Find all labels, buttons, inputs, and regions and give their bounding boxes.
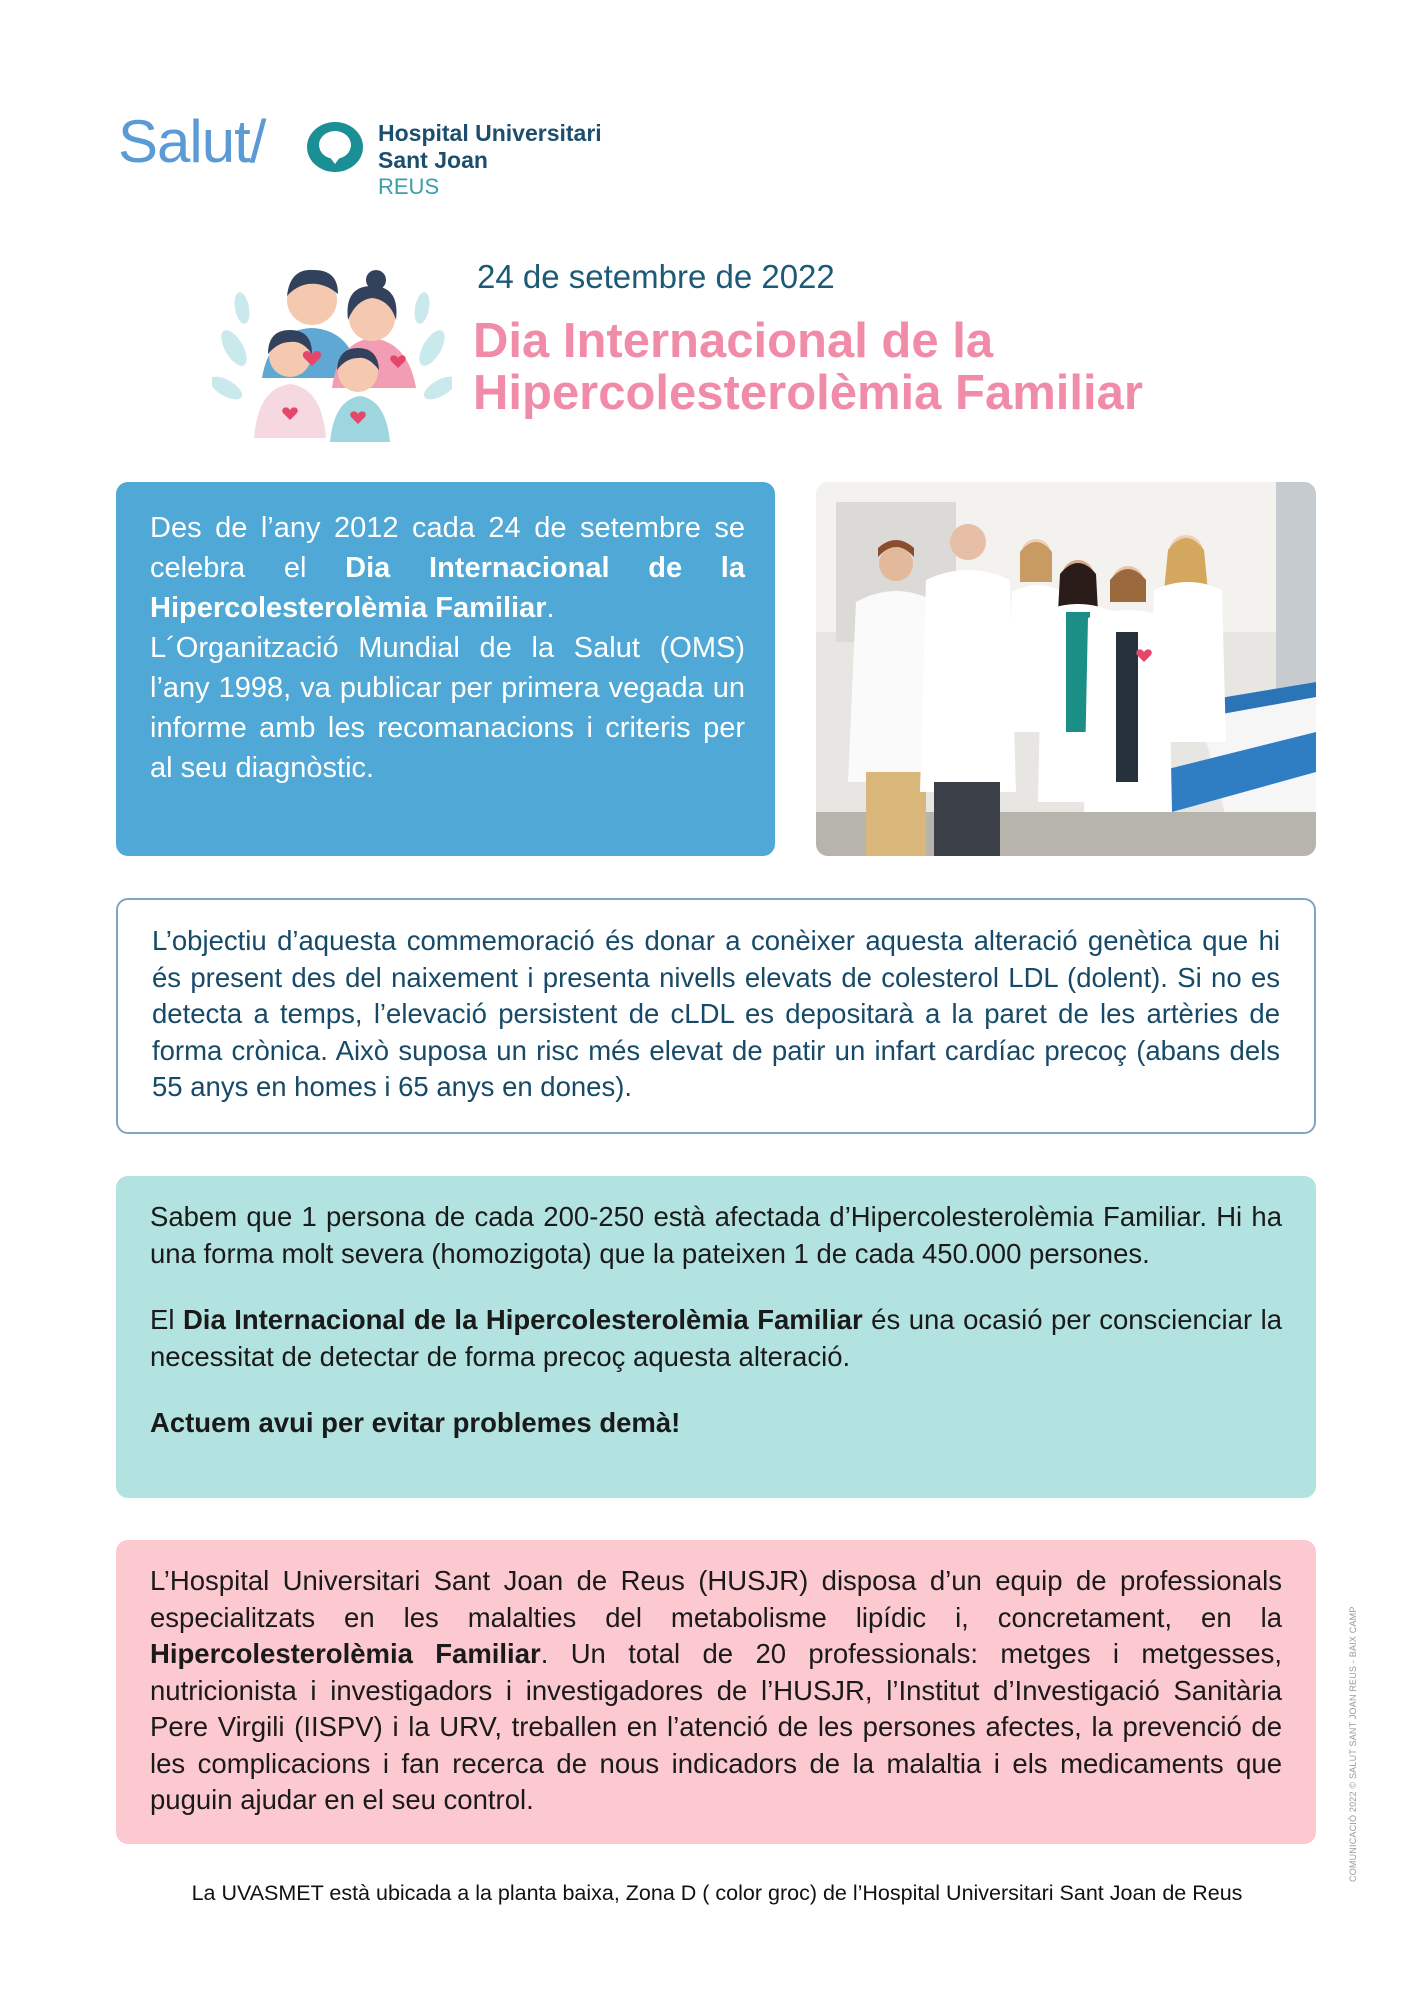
facts-p2-start: El [150,1304,183,1335]
intro-bold: Dia Internacional de la Hipercolesterolèmia Familiar [150,552,745,624]
team-paragraph [150,1563,1282,1819]
copyright-credit: COMUNICACIÓ 2022 © SALUT SANT JOAN REUS - BAIX CAMP [1348,1606,1358,1882]
team-box [116,1540,1316,1844]
hospital-name-line1: Hospital Universitari [378,120,602,146]
team-photo [816,482,1316,856]
hospital-name-line2: Sant Joan [378,147,488,173]
hospital-logo-icon [303,118,367,176]
facts-p2-bold: Dia Internacional de la Hipercolesterolèmia Familiar [182,1304,863,1335]
facts-p2-end: és una ocasió per conscienciar la necessitat de detectar de forma precoç aquesta alteració. [150,1304,1283,1372]
facts-cta-bold: Actuem avui per evitar problemes demà! [150,1407,681,1438]
team-text-bold: Hipercolesterolèmia Familiar [150,1638,541,1669]
intro-paragraph-1 [150,508,745,628]
intro-box [116,482,775,856]
event-title-line2: Hipercolesterolèmia Familiar [473,366,1143,420]
event-date: 24 de setembre de 2022 [477,258,835,295]
objective-text: L’objectiu d’aquesta commemoració és donar a conèixer aquesta alteració genètica que hi és present des del naixement i presenta nivells elevats de colesterol LDL (dolent). Si no es detecta a temps, l’elevació persistent de cLDL es depositarà a la paret de les artèries de forma crònica. Això suposa un risc més elevat de patir un infart cardíac precoç (abans dels 55 anys en homes i 65 anys en dones). [152,925,1280,1102]
salut-logo-text: Salut/ [118,108,266,175]
family-illustration [212,238,452,443]
facts-box [116,1176,1316,1498]
objective-box [116,898,1316,1134]
facts-paragraph-1: Sabem que 1 persona de cada 200-250 està afectada d’Hipercolesterolèmia Familiar. Hi ha una forma molt severa (homozigota) que la pateixen 1 de cada 450.000 persones. [150,1201,1282,1269]
hospital-city: REUS [378,174,440,199]
event-title-line1: Dia Internacional de la [473,314,994,368]
event-title [473,315,1143,419]
intro-text: Des de l’any 2012 cada 24 de setembre se celebra el [150,512,745,584]
intro-end: . [546,592,555,624]
team-text-end: . Un total de 20 professionals: metges i metgesses, nutricionista i investigadors i investigadores de l’HUSJR, l’Institut d’Investigació Sanitària Pere Virgili (IISPV) i la URV, treballen en l’atenció de les persones afectes, la prevenció de les complicacions i fan recerca de nous indicadors de la malaltia i els medicaments que puguin ajudar en el seu control. [150,1638,1282,1815]
facts-paragraph-2 [150,1302,1282,1375]
facts-call-to-action [150,1405,1282,1442]
intro-paragraph-2: L´Organització Mundial de la Salut (OMS) l’any 1998, va publicar per primera vegada un informe amb les recomanacions i criteris per al seu diagnòstic. [150,632,745,784]
hospital-name [378,120,602,174]
team-text-start: L’Hospital Universitari Sant Joan de Reus (HUSJR) disposa d’un equip de professionals especialitzats en les malalties del metabolisme lipídic i, concretament, en la [150,1565,1282,1633]
footer-location-note: La UVASMET està ubicada a la planta baixa, Zona D ( color groc) de l’Hospital Universitari Sant Joan de Reus [191,1881,1243,1905]
